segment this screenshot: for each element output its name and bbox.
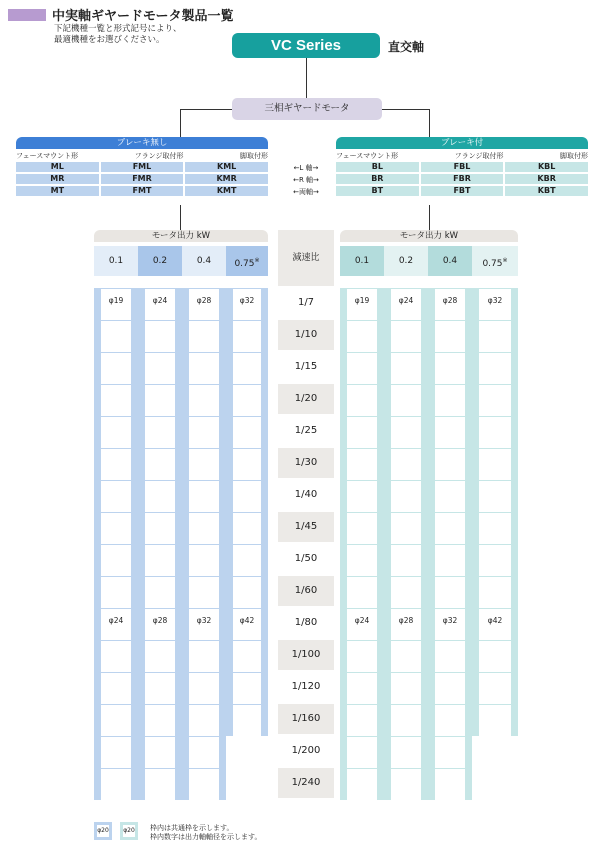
frame-cell (435, 577, 465, 608)
diameter-label: φ28 (152, 616, 168, 625)
frame-cell (145, 641, 175, 672)
col-head-foot: 脚取付形 (560, 152, 588, 160)
model-cell: KMT (185, 186, 268, 196)
frame-cell (479, 705, 511, 736)
frame-cell (189, 673, 219, 704)
ratio-value: 1/160 (278, 704, 334, 734)
frame-cell (347, 673, 377, 704)
frame-cell (479, 673, 511, 704)
ratio-value: 1/240 (278, 768, 334, 798)
frame-cell (145, 545, 175, 576)
frame-cell (435, 321, 465, 352)
frame-cell (391, 769, 421, 800)
frame-cell (145, 353, 175, 384)
frame-cell (101, 385, 131, 416)
model-cell: MT (16, 186, 99, 196)
diameter-label: φ19 (108, 296, 124, 305)
frame-cell (101, 737, 131, 768)
connector-line (429, 205, 430, 230)
col-head-flange: フランジ取付形 (134, 152, 184, 160)
frame-cell (101, 577, 131, 608)
legend-box-teal: φ20 (120, 822, 138, 840)
frame-cell (189, 769, 219, 800)
ratio-value: 1/50 (278, 544, 334, 574)
model-cell: KBR (505, 174, 588, 184)
frame-cell (189, 449, 219, 480)
frame-cell (347, 769, 377, 800)
frame-cell (347, 449, 377, 480)
frame-cell (435, 513, 465, 544)
series-badge: VC Series (232, 33, 380, 58)
model-cell: BT (336, 186, 419, 196)
ratio-value: 1/100 (278, 640, 334, 670)
frame-cell (233, 353, 261, 384)
ratio-value: 1/80 (278, 608, 334, 638)
legend-line-2: 枠内数字は出力軸軸径を示します。 (150, 833, 262, 841)
connector-line (306, 58, 307, 98)
connector-line (180, 205, 181, 230)
col-head-foot: 脚取付形 (240, 152, 268, 160)
ratio-value: 1/7 (278, 288, 334, 318)
ratio-value: 1/60 (278, 576, 334, 606)
frame-cell (479, 641, 511, 672)
col-head-flange: フランジ取付形 (454, 152, 504, 160)
frame-cell (479, 577, 511, 608)
frame-cell (391, 513, 421, 544)
model-cell: FBT (421, 186, 504, 196)
frame-cell (479, 385, 511, 416)
ratio-value: 1/30 (278, 448, 334, 478)
ratio-value: 1/40 (278, 480, 334, 510)
frame-cell (347, 545, 377, 576)
diameter-label: φ24 (108, 616, 124, 625)
ratio-value: 1/200 (278, 736, 334, 766)
model-cell: KBT (505, 186, 588, 196)
group-col-heads (336, 151, 588, 161)
frame-cell (347, 417, 377, 448)
frame-cell (233, 705, 261, 736)
frame-cell (145, 673, 175, 704)
frame-cell (391, 449, 421, 480)
diameter-label: φ19 (354, 296, 370, 305)
diameter-label: φ42 (239, 616, 255, 625)
frame-cell (435, 385, 465, 416)
frame-cell (479, 449, 511, 480)
frame-cell (101, 321, 131, 352)
frame-cell (189, 641, 219, 672)
frame-cell (189, 353, 219, 384)
frame-cell (347, 385, 377, 416)
model-cell: FMR (101, 174, 184, 184)
frame-cell (347, 641, 377, 672)
frame-cell (101, 641, 131, 672)
connector-line (180, 109, 181, 137)
frame-cell (101, 417, 131, 448)
frame-cell (145, 577, 175, 608)
frame-cell (145, 705, 175, 736)
model-cell: MR (16, 174, 99, 184)
frame-cell (101, 673, 131, 704)
frame-cell (435, 737, 465, 768)
axis-type-label: 直交軸 (388, 40, 425, 54)
frame-cell (479, 417, 511, 448)
model-cell: FML (101, 162, 184, 172)
frame-cell (101, 513, 131, 544)
diameter-label: φ32 (442, 616, 458, 625)
intro-line-1: 下記機種一覧と形式記号により、 (54, 24, 182, 34)
frame-cell (145, 385, 175, 416)
frame-cell (101, 353, 131, 384)
frame-cell (233, 641, 261, 672)
intro-text (54, 24, 244, 46)
ratio-value: 1/25 (278, 416, 334, 446)
model-cell: FBL (421, 162, 504, 172)
connector-line (429, 109, 430, 137)
title-accent-bar (8, 9, 46, 21)
group-header-no-brake: ブレーキ無し (16, 137, 268, 149)
power-cell: 0.1 (94, 246, 138, 276)
power-cell: 0.1 (340, 246, 384, 276)
output-header-right: モータ出力 kW (340, 230, 518, 242)
frame-cell (145, 737, 175, 768)
frame-cell (233, 577, 261, 608)
frame-cell (391, 481, 421, 512)
frame-cell (233, 385, 261, 416)
frame-cell (479, 481, 511, 512)
model-cell: KBL (505, 162, 588, 172)
frame-cell (347, 577, 377, 608)
frame-cell (435, 481, 465, 512)
shaft-label-both: ←両軸→ (293, 188, 319, 196)
col-head-face: フェースマウント形 (16, 152, 79, 160)
frame-cell (189, 513, 219, 544)
frame-cell (435, 353, 465, 384)
frame-cell (435, 449, 465, 480)
frame-cell (435, 769, 465, 800)
frame-cell (189, 705, 219, 736)
power-cell: 0.2 (384, 246, 428, 276)
frame-cell (233, 481, 261, 512)
frame-cell (391, 545, 421, 576)
frame-cell (435, 417, 465, 448)
frame-cell (347, 737, 377, 768)
power-cell: 0.4 (428, 246, 472, 276)
ratio-value: 1/20 (278, 384, 334, 414)
frame-cell (391, 385, 421, 416)
frame-cell (479, 545, 511, 576)
frame-cell (145, 769, 175, 800)
diameter-label: φ28 (196, 296, 212, 305)
legend-box-blue: φ20 (94, 822, 112, 840)
frame-cell (479, 513, 511, 544)
frame-cell (391, 577, 421, 608)
model-cell: KMR (185, 174, 268, 184)
ratio-header: 減速比 (278, 230, 334, 286)
frame-cell (391, 353, 421, 384)
output-header-left: モータ出力 kW (94, 230, 268, 242)
frame-cell (189, 577, 219, 608)
ratio-value: 1/120 (278, 672, 334, 702)
frame-cell (101, 449, 131, 480)
diameter-label: φ32 (196, 616, 212, 625)
frame-cell (435, 545, 465, 576)
frame-cell (391, 673, 421, 704)
frame-cell (189, 321, 219, 352)
frame-cell (347, 481, 377, 512)
frame-cell (233, 321, 261, 352)
frame-cell (145, 321, 175, 352)
model-cell: FMT (101, 186, 184, 196)
diameter-label: φ28 (442, 296, 458, 305)
power-cell: 0.75※ (472, 246, 518, 276)
frame-cell (347, 513, 377, 544)
frame-cell (189, 737, 219, 768)
frame-cell (233, 513, 261, 544)
diameter-label: φ32 (239, 296, 255, 305)
diameter-label: φ42 (487, 616, 503, 625)
frame-cell (479, 321, 511, 352)
frame-cell (145, 513, 175, 544)
frame-cell (435, 705, 465, 736)
col-head-face: フェースマウント形 (336, 152, 399, 160)
model-grid-with-brake (336, 162, 588, 196)
frame-cell (391, 417, 421, 448)
frame-cell (391, 705, 421, 736)
motor-type-box: 三相ギヤードモータ (232, 98, 382, 120)
connector-line (180, 109, 232, 110)
frame-cell (145, 417, 175, 448)
diameter-label: φ24 (152, 296, 168, 305)
frame-cell (145, 481, 175, 512)
frame-cell (101, 769, 131, 800)
legend-line-1: 枠内は共通枠を示します。 (150, 824, 234, 832)
model-cell: FBR (421, 174, 504, 184)
model-cell: KML (185, 162, 268, 172)
frame-cell (435, 641, 465, 672)
frame-cell (233, 449, 261, 480)
frame-cell (145, 449, 175, 480)
model-grid-no-brake (16, 162, 268, 196)
model-cell: ML (16, 162, 99, 172)
diameter-label: φ28 (398, 616, 414, 625)
frame-cell (435, 673, 465, 704)
diameter-label: φ32 (487, 296, 503, 305)
ratio-value: 1/15 (278, 352, 334, 382)
frame-cell (233, 417, 261, 448)
group-header-with-brake: ブレーキ付 (336, 137, 588, 149)
diameter-label: φ24 (398, 296, 414, 305)
shaft-label-r: ←R 軸→ (293, 176, 319, 184)
frame-cell (391, 321, 421, 352)
frame-cell (347, 321, 377, 352)
frame-cell (189, 417, 219, 448)
power-cell: 0.75※ (226, 246, 268, 276)
frame-cell (189, 545, 219, 576)
power-cell: 0.2 (138, 246, 182, 276)
shaft-label-l: ←L 軸→ (293, 164, 319, 172)
frame-cell (233, 673, 261, 704)
model-cell: BL (336, 162, 419, 172)
legend-text (150, 824, 261, 842)
intro-line-2: 最適機種をお選びください。 (54, 35, 165, 45)
connector-line (382, 109, 430, 110)
frame-cell (479, 353, 511, 384)
group-col-heads (16, 151, 268, 161)
frame-cell (189, 385, 219, 416)
frame-cell (101, 705, 131, 736)
frame-cell (391, 641, 421, 672)
diameter-label: φ24 (354, 616, 370, 625)
frame-cell (101, 545, 131, 576)
frame-cell (233, 545, 261, 576)
ratio-value: 1/45 (278, 512, 334, 542)
page-title: 中実軸ギヤードモータ製品一覧 (52, 9, 234, 24)
frame-cell (189, 481, 219, 512)
model-cell: BR (336, 174, 419, 184)
frame-cell (347, 705, 377, 736)
power-cell: 0.4 (182, 246, 226, 276)
ratio-value: 1/10 (278, 320, 334, 350)
frame-cell (391, 737, 421, 768)
frame-cell (101, 481, 131, 512)
frame-cell (347, 353, 377, 384)
